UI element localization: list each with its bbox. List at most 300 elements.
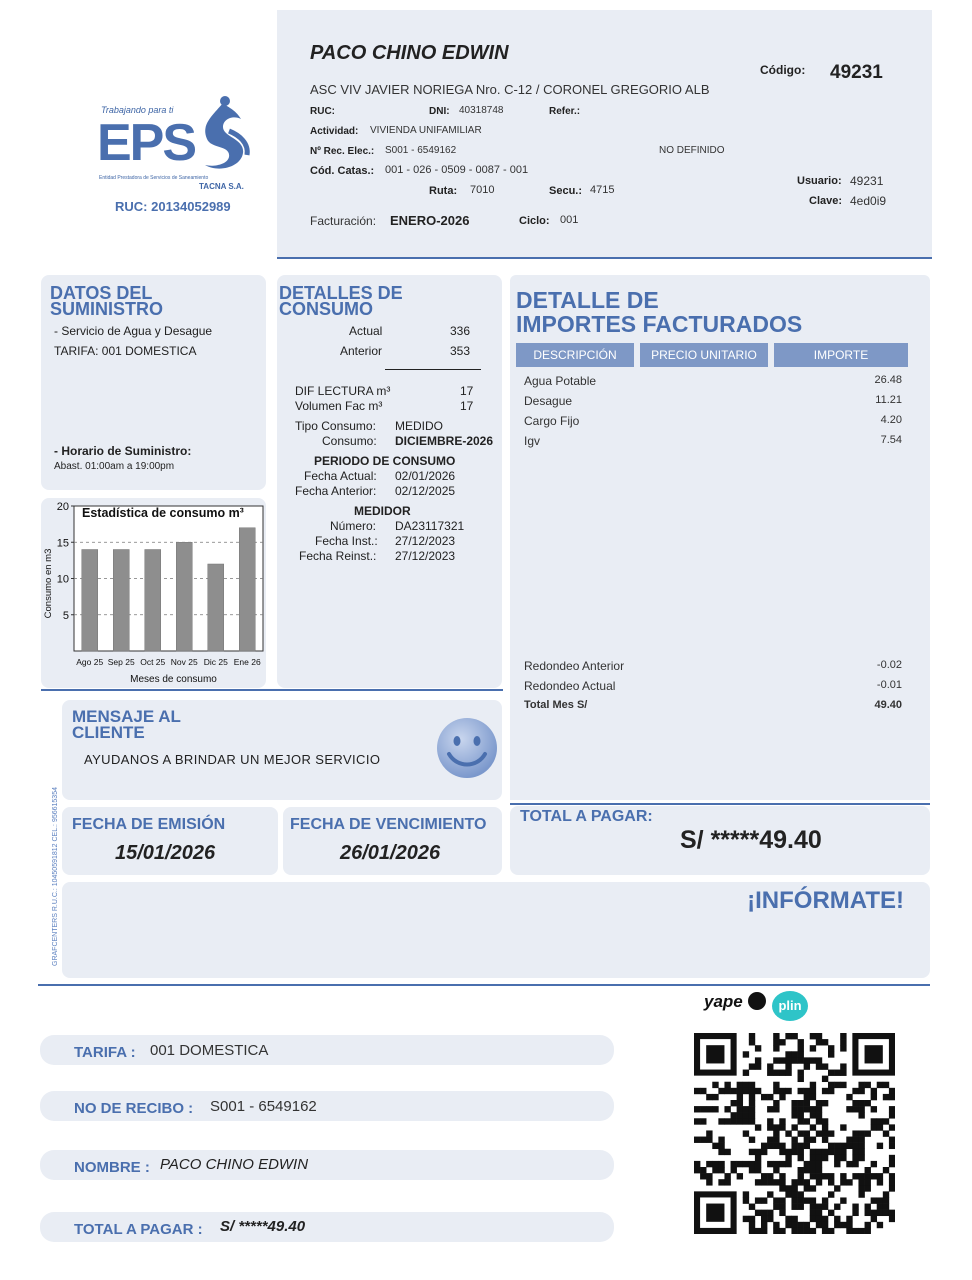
qr-module [694, 1106, 700, 1112]
codigo-label: Código: [760, 63, 806, 77]
qr-module [883, 1094, 889, 1100]
qr-module [749, 1063, 755, 1069]
qr-module [865, 1210, 871, 1216]
qr-module [858, 1106, 864, 1112]
qr-module [755, 1057, 761, 1063]
y-tick-label: 5 [62, 609, 69, 622]
qr-module [731, 1100, 737, 1106]
qr-module [798, 1051, 804, 1057]
qr-module [871, 1094, 877, 1100]
qr-module [749, 1082, 755, 1088]
plin-logo[interactable] [772, 991, 808, 1021]
total-mes-value: 49.40 [874, 699, 902, 711]
qr-module [791, 1216, 797, 1222]
y-tick-label: 15 [56, 537, 69, 550]
qr-module [889, 1179, 895, 1185]
qr-module [779, 1088, 785, 1094]
qr-module [755, 1161, 761, 1167]
horario-label: - Horario de Suministro: [54, 444, 192, 458]
qr-module [773, 1137, 779, 1143]
numero-value: DA23117321 [395, 519, 465, 533]
qr-module [712, 1161, 718, 1167]
fecha-anterior-value: 02/12/2025 [395, 484, 456, 498]
qr-module [700, 1173, 706, 1179]
qr-finder-inner [706, 1204, 724, 1222]
fecha-anterior-label: Fecha Anterior: [295, 484, 377, 498]
qr-module [724, 1149, 730, 1155]
qr-module [816, 1100, 822, 1106]
yape-logo[interactable] [704, 992, 766, 1012]
qr-module [883, 1204, 889, 1210]
qr-module [791, 1228, 797, 1234]
qr-module [852, 1143, 858, 1149]
qr-module [883, 1191, 889, 1197]
qr-module [840, 1070, 846, 1076]
qr-module [816, 1179, 822, 1185]
qr-module [767, 1094, 773, 1100]
qr-module [743, 1112, 749, 1118]
qr-module [871, 1118, 877, 1124]
ruc-label: RUC: [310, 106, 335, 117]
qr-module [743, 1161, 749, 1167]
footer-tarifa-label: TARIFA : [74, 1044, 136, 1061]
col-importe: IMPORTE [774, 343, 908, 367]
qr-module [877, 1118, 883, 1124]
qr-module [846, 1094, 852, 1100]
qr-module [718, 1143, 724, 1149]
qr-module [858, 1100, 864, 1106]
qr-module [889, 1173, 895, 1179]
qr-module [846, 1228, 852, 1234]
qr-module [877, 1210, 883, 1216]
qr-module [871, 1197, 877, 1203]
qr-module [889, 1106, 895, 1112]
qr-module [804, 1088, 810, 1094]
qr-module [785, 1070, 791, 1076]
qr-module [828, 1088, 834, 1094]
qr-module [694, 1167, 700, 1173]
dif-value: 17 [460, 384, 474, 398]
qr-module [743, 1216, 749, 1222]
qr-module [798, 1057, 804, 1063]
qr-module [846, 1179, 852, 1185]
qr-module [828, 1179, 834, 1185]
qr-module [840, 1082, 846, 1088]
qr-module [779, 1161, 785, 1167]
qr-module [785, 1033, 791, 1039]
qr-module [700, 1106, 706, 1112]
qr-module [804, 1063, 810, 1069]
qr-module [791, 1112, 797, 1118]
usuario-label: Usuario: [797, 175, 842, 187]
company-city: TACNA S.A. [199, 182, 244, 191]
qr-module [816, 1222, 822, 1228]
qr-module [755, 1063, 761, 1069]
qr-module [810, 1137, 816, 1143]
qr-module [798, 1155, 804, 1161]
qr-module [822, 1216, 828, 1222]
qr-module [718, 1088, 724, 1094]
ruta-value: 7010 [470, 184, 495, 196]
qr-module [755, 1228, 761, 1234]
qr-module [767, 1173, 773, 1179]
qr-module [779, 1057, 785, 1063]
mensaje-title-1: MENSAJE AL [72, 707, 181, 726]
qr-module [822, 1222, 828, 1228]
qr-module [834, 1143, 840, 1149]
qr-module [798, 1106, 804, 1112]
qr-module [773, 1082, 779, 1088]
qr-module [822, 1124, 828, 1130]
qr-module [773, 1124, 779, 1130]
qr-module [804, 1167, 810, 1173]
qr-module [834, 1216, 840, 1222]
qr-module [810, 1082, 816, 1088]
qr-module [816, 1112, 822, 1118]
qr-module [779, 1185, 785, 1191]
qr-module [755, 1149, 761, 1155]
qr-module [816, 1155, 822, 1161]
qr-module [852, 1130, 858, 1136]
qr-module [749, 1094, 755, 1100]
total-topline [510, 803, 930, 805]
qr-module [822, 1039, 828, 1045]
qr-module [785, 1185, 791, 1191]
qr-module [694, 1161, 700, 1167]
qr-finder-inner [706, 1045, 724, 1063]
qr-module [828, 1149, 834, 1155]
item-importe: 11.21 [875, 394, 902, 406]
qr-module [755, 1045, 761, 1051]
printer-side-text: GRAFCENTERS R.U.C.: 10450591812 CEL.: 956615354 [52, 787, 59, 966]
qr-module [810, 1112, 816, 1118]
qr-module [810, 1173, 816, 1179]
qr-module [755, 1210, 761, 1216]
qr-module [712, 1167, 718, 1173]
qr-module [791, 1185, 797, 1191]
qr-module [883, 1167, 889, 1173]
qr-module [700, 1137, 706, 1143]
qr-module [822, 1130, 828, 1136]
payment-qr-code[interactable] [694, 1033, 895, 1234]
qr-module [822, 1197, 828, 1203]
qr-module [773, 1204, 779, 1210]
plot-area [74, 506, 263, 651]
qr-module [773, 1033, 779, 1039]
footer-recibo-value: S001 - 6549162 [210, 1098, 317, 1115]
qr-module [810, 1045, 816, 1051]
qr-module [791, 1204, 797, 1210]
qr-module [822, 1204, 828, 1210]
qr-module [858, 1088, 864, 1094]
qr-module [816, 1063, 822, 1069]
qr-module [877, 1124, 883, 1130]
qr-module [755, 1197, 761, 1203]
horario-value: Abast. 01:00am a 19:00pm [54, 461, 175, 472]
qr-module [798, 1118, 804, 1124]
qr-module [798, 1204, 804, 1210]
qr-module [791, 1124, 797, 1130]
qr-module [816, 1210, 822, 1216]
qr-module [810, 1216, 816, 1222]
catas-label: Cód. Catas.: [310, 165, 375, 177]
qr-module [883, 1118, 889, 1124]
qr-module [785, 1191, 791, 1197]
left-divider [41, 689, 503, 691]
qr-module [871, 1210, 877, 1216]
qr-module [761, 1094, 767, 1100]
bar [176, 542, 192, 651]
qr-module [798, 1076, 804, 1082]
qr-module [755, 1088, 761, 1094]
qr-module [871, 1173, 877, 1179]
redondeo-actual-value: -0.01 [876, 679, 902, 691]
qr-module [810, 1057, 816, 1063]
yape-label: yape [704, 992, 743, 1011]
qr-module [785, 1222, 791, 1228]
qr-module [773, 1106, 779, 1112]
dni-value: 40318748 [459, 105, 504, 116]
x-tick-label: Ene 26 [233, 657, 261, 667]
qr-module [810, 1167, 816, 1173]
qr-module [846, 1216, 852, 1222]
qr-module [737, 1173, 743, 1179]
qr-module [755, 1155, 761, 1161]
qr-module [791, 1191, 797, 1197]
qr-module [852, 1088, 858, 1094]
footer-total-label: TOTAL A PAGAR : [74, 1221, 203, 1238]
company-subtitle: Entidad Prestadora de Servicios de Saneamiento [99, 175, 209, 181]
qr-module [828, 1045, 834, 1051]
qr-module [749, 1118, 755, 1124]
footer-recibo [40, 1091, 614, 1121]
qr-module [706, 1179, 712, 1185]
qr-module [798, 1167, 804, 1173]
qr-module [737, 1112, 743, 1118]
qr-module [840, 1149, 846, 1155]
mensaje-title-2: CLIENTE [72, 723, 145, 742]
importes-title-1: DETALLE DE [516, 287, 659, 313]
qr-module [810, 1033, 816, 1039]
qr-module [743, 1130, 749, 1136]
qr-module [822, 1149, 828, 1155]
qr-module [773, 1070, 779, 1076]
qr-module [822, 1118, 828, 1124]
col-descripcion: DESCRIPCIÓN [516, 343, 634, 367]
qr-module [834, 1149, 840, 1155]
qr-module [858, 1185, 864, 1191]
fecha-vencimiento-value: 26/01/2026 [340, 842, 441, 864]
qr-module [761, 1197, 767, 1203]
qr-module [791, 1057, 797, 1063]
qr-module [724, 1179, 730, 1185]
consumo-title-2: CONSUMO [279, 299, 373, 319]
qr-module [779, 1149, 785, 1155]
suministro-title-2: SUMINISTRO [50, 299, 164, 319]
informate-underline [38, 984, 930, 986]
x-tick-label: Nov 25 [170, 657, 198, 667]
rec-elec-value: S001 - 6549162 [385, 145, 457, 156]
qr-module [865, 1222, 871, 1228]
company-logo [95, 95, 260, 220]
qr-module [846, 1161, 852, 1167]
fecha-vencimiento-label: FECHA DE VENCIMIENTO [290, 816, 487, 833]
qr-module [749, 1039, 755, 1045]
qr-module [767, 1137, 773, 1143]
qr-module [804, 1094, 810, 1100]
qr-module [700, 1088, 706, 1094]
qr-module [773, 1197, 779, 1203]
qr-module [779, 1094, 785, 1100]
qr-module [816, 1161, 822, 1167]
qr-module [822, 1076, 828, 1082]
header-underline [277, 257, 932, 259]
qr-module [889, 1124, 895, 1130]
facturacion-label: Facturación: [310, 214, 377, 228]
x-tick-label: Dic 25 [203, 657, 228, 667]
qr-module [822, 1155, 828, 1161]
facturacion-value: ENERO-2026 [390, 213, 470, 228]
qr-module [858, 1130, 864, 1136]
col-precio: PRECIO UNITARIO [640, 343, 768, 367]
qr-module [810, 1094, 816, 1100]
qr-module [761, 1210, 767, 1216]
qr-module [700, 1167, 706, 1173]
no-definido: NO DEFINIDO [659, 145, 725, 156]
qr-module [694, 1088, 700, 1094]
actual-value: 336 [450, 324, 471, 338]
actual-label: Actual [349, 324, 383, 338]
footer-total [40, 1212, 614, 1242]
qr-module [731, 1118, 737, 1124]
qr-module [852, 1137, 858, 1143]
footer-nombre-value: PACO CHINO EDWIN [160, 1156, 309, 1173]
qr-module [804, 1228, 810, 1234]
qr-module [749, 1216, 755, 1222]
qr-module [737, 1118, 743, 1124]
qr-module [749, 1112, 755, 1118]
qr-module [846, 1106, 852, 1112]
qr-module [737, 1161, 743, 1167]
qr-module [889, 1137, 895, 1143]
qr-module [816, 1039, 822, 1045]
qr-module [798, 1222, 804, 1228]
qr-module [731, 1088, 737, 1094]
numero-label: Número: [330, 519, 377, 533]
secu-value: 4715 [590, 184, 615, 196]
volumen-value: 17 [460, 399, 474, 413]
qr-module [810, 1106, 816, 1112]
y-tick-label: 10 [56, 573, 69, 586]
consumption-chart [41, 498, 266, 688]
qr-module [737, 1106, 743, 1112]
qr-module [840, 1045, 846, 1051]
redondeo-anterior-label: Redondeo Anterior [524, 659, 625, 673]
qr-module [761, 1228, 767, 1234]
item-desc: Igv [524, 434, 541, 448]
refer-label: Refer.: [549, 106, 581, 117]
qr-module [706, 1173, 712, 1179]
qr-module [798, 1191, 804, 1197]
qr-module [852, 1173, 858, 1179]
chart-title: Estadística de consumo m³ [82, 506, 244, 520]
qr-module [731, 1112, 737, 1118]
qr-module [889, 1161, 895, 1167]
qr-module [779, 1210, 785, 1216]
qr-module [749, 1088, 755, 1094]
qr-module [743, 1088, 749, 1094]
bar [82, 550, 98, 652]
qr-module [810, 1088, 816, 1094]
plin-label: plin [778, 998, 802, 1013]
qr-module [767, 1191, 773, 1197]
qr-module [865, 1228, 871, 1234]
qr-module [737, 1088, 743, 1094]
qr-module [767, 1106, 773, 1112]
qr-module [737, 1082, 743, 1088]
qr-module [852, 1106, 858, 1112]
qr-module [816, 1149, 822, 1155]
suministro-title-1: DATOS DEL [50, 283, 153, 303]
qr-module [724, 1118, 730, 1124]
qr-module [822, 1173, 828, 1179]
qr-module [810, 1155, 816, 1161]
qr-module [816, 1204, 822, 1210]
qr-module [724, 1088, 730, 1094]
qr-module [810, 1197, 816, 1203]
qr-module [804, 1185, 810, 1191]
qr-module [785, 1088, 791, 1094]
qr-module [834, 1082, 840, 1088]
qr-module [749, 1167, 755, 1173]
qr-module [877, 1179, 883, 1185]
qr-module [700, 1118, 706, 1124]
qr-module [773, 1179, 779, 1185]
qr-module [718, 1161, 724, 1167]
company-ruc: RUC: 20134052989 [115, 199, 231, 214]
qr-module [877, 1082, 883, 1088]
qr-module [706, 1106, 712, 1112]
tipo-label: Tipo Consumo: [295, 419, 376, 433]
secu-label: Secu.: [549, 185, 583, 197]
qr-module [712, 1094, 718, 1100]
qr-module [773, 1057, 779, 1063]
qr-module [804, 1222, 810, 1228]
qr-module [767, 1216, 773, 1222]
consumo-label: Consumo: [322, 434, 377, 448]
qr-module [865, 1100, 871, 1106]
qr-module [828, 1051, 834, 1057]
qr-module [810, 1161, 816, 1167]
qr-module [828, 1210, 834, 1216]
qr-module [840, 1124, 846, 1130]
qr-module [871, 1161, 877, 1167]
qr-module [889, 1185, 895, 1191]
qr-module [791, 1179, 797, 1185]
redondeo-anterior-value: -0.02 [876, 659, 902, 671]
qr-module [791, 1051, 797, 1057]
qr-module [852, 1228, 858, 1234]
qr-module [749, 1100, 755, 1106]
qr-module [767, 1161, 773, 1167]
qr-module [889, 1094, 895, 1100]
qr-module [791, 1106, 797, 1112]
qr-module [798, 1149, 804, 1155]
qr-module [798, 1070, 804, 1076]
qr-module [779, 1118, 785, 1124]
qr-module [749, 1161, 755, 1167]
qr-module [828, 1082, 834, 1088]
